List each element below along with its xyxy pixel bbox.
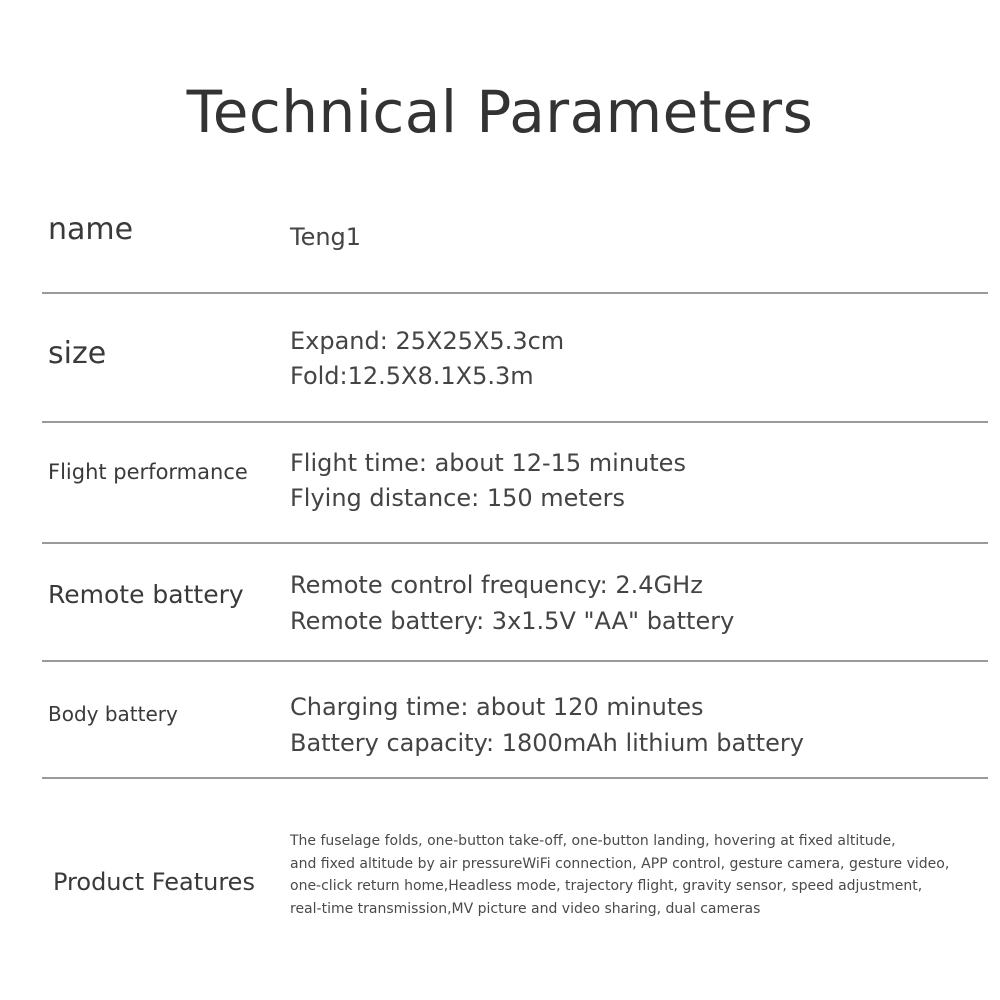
value-line: Remote battery: 3x1.5V "AA" battery bbox=[290, 607, 735, 635]
param-value-product-features bbox=[290, 830, 949, 920]
row-divider bbox=[42, 777, 988, 779]
page-title: Technical Parameters bbox=[186, 78, 814, 146]
param-value-size bbox=[290, 324, 564, 394]
param-value-remote-battery bbox=[290, 567, 734, 639]
value-line: Expand: 25X25X5.3cm bbox=[290, 327, 565, 355]
value-line: Remote control frequency: 2.4GHz bbox=[290, 571, 703, 599]
row-divider bbox=[42, 421, 988, 423]
value-line: and fixed altitude by air pressureWiFi connection, APP control, gesture camera, gesture video, bbox=[290, 855, 950, 872]
value-line: Flying distance: 150 meters bbox=[290, 484, 625, 512]
value-line: Charging time: about 120 minutes bbox=[290, 693, 704, 721]
row-divider bbox=[42, 542, 988, 544]
param-label-name: name bbox=[48, 212, 134, 247]
value-line: Teng1 bbox=[290, 223, 362, 251]
row-divider bbox=[42, 292, 988, 294]
param-label-product-features: Product Features bbox=[53, 868, 255, 896]
value-line: real-time transmission,MV picture and video sharing, dual cameras bbox=[290, 900, 761, 917]
value-line: Fold:12.5X8.1X5.3m bbox=[290, 362, 534, 390]
value-line: Flight time: about 12-15 minutes bbox=[290, 449, 686, 477]
value-line: one-click return home,Headless mode, trajectory flight, gravity sensor, speed adjustment, bbox=[290, 878, 923, 894]
row-divider bbox=[42, 660, 988, 662]
param-value-flight-performance bbox=[290, 446, 686, 516]
param-label-flight-performance: Flight performance bbox=[48, 460, 248, 484]
value-line: The fuselage folds, one-button take-off, one-button landing, hovering at fixed altitude, bbox=[290, 833, 896, 849]
value-line: Battery capacity: 1800mAh lithium battery bbox=[290, 729, 804, 757]
param-label-size: size bbox=[48, 336, 107, 371]
param-value-body-battery bbox=[290, 689, 804, 761]
param-label-remote-battery: Remote battery bbox=[48, 580, 244, 609]
param-value-name bbox=[290, 220, 361, 254]
param-label-body-battery: Body battery bbox=[48, 702, 178, 726]
